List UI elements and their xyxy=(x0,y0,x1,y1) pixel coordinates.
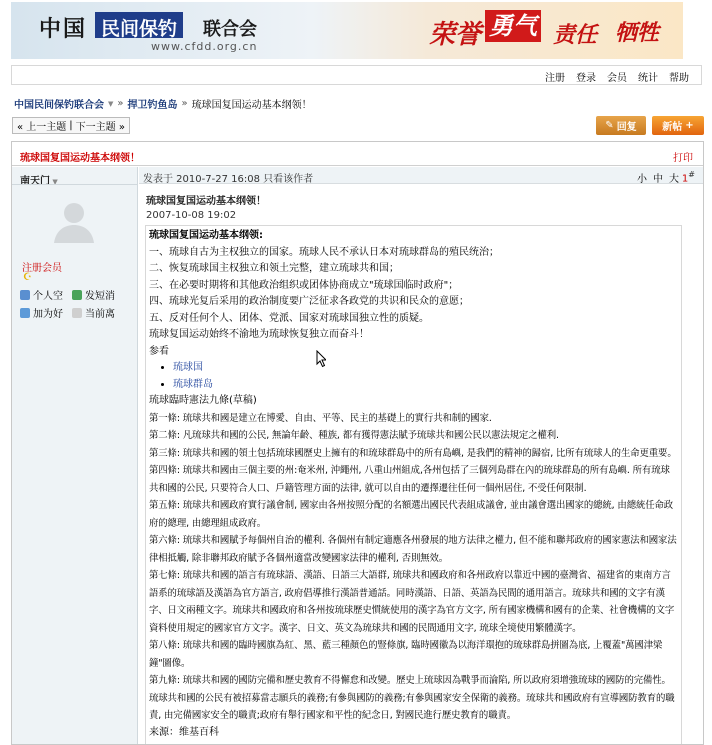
article: 第六條: 琉球共和國賦予每個州自治的權利. 各個州有制定適應各州發展的地方法律之權力, 但不能和聯邦政府的國家憲法和國家法律相抵觸, 除非聯邦政府賦予各個州適當改變國家法律的權利, 否則無效。 xyxy=(149,535,677,564)
top-nav-links xyxy=(545,69,689,84)
breadcrumb-board[interactable]: 捍卫钓鱼岛 xyxy=(127,100,178,111)
font-medium[interactable]: 中 xyxy=(653,174,663,185)
home-icon xyxy=(20,290,30,300)
author-name[interactable]: 南天门 ▼ xyxy=(20,176,58,187)
logo-text-union: 联合会 xyxy=(203,19,257,40)
nav-members[interactable]: 会员 xyxy=(607,73,627,84)
divider xyxy=(12,184,137,185)
font-large[interactable]: 大 xyxy=(669,174,679,185)
logo-text-china: 中国 xyxy=(39,16,88,42)
author-actions xyxy=(20,287,135,320)
plus-icon: + xyxy=(685,120,694,131)
user-offline-icon xyxy=(72,308,82,318)
chevron-down-icon[interactable]: ▼ xyxy=(108,99,114,108)
slogan-honor: 荣誉 xyxy=(429,20,482,50)
source-note: 来源：维基百科 xyxy=(149,726,219,738)
post-subject: 琉球国复国运动基本纲领！ xyxy=(146,196,266,207)
article: 第一條: 琉球共和國是建立在博愛、自由、平等、民主的基礎上的實行共和制的國家. xyxy=(149,412,492,424)
print-link[interactable]: 打印 xyxy=(673,153,693,164)
new-post-label: 新帖 xyxy=(662,122,683,133)
body-heading: 琉球国复国运动基本纲领: xyxy=(149,230,263,241)
mouse-cursor-icon xyxy=(316,350,326,368)
post-title-bar xyxy=(12,142,703,166)
link-ryukyu-islands[interactable]: 琉球群岛 xyxy=(173,378,213,390)
breadcrumb-forum[interactable]: 中国民间保钓联合会 xyxy=(14,100,104,111)
post-body xyxy=(145,225,682,744)
post-time: 发表于 2010-7-27 16:08 只看该作者 xyxy=(143,174,314,185)
see-also-label: 参看 xyxy=(149,345,169,357)
font-small[interactable]: 小 xyxy=(637,174,647,185)
slogan-duty: 责任 xyxy=(553,22,598,48)
article: 第七條: 琉球共和國的語言有琉球語、漢語、日語三大語群, 琉球共和國政府和各州政府以靠近中國的臺灣省、福建省的東南方言語系的琉球語及漢語為官方語言, 政府倡導推行漢語普通話。同時漢語、日語、英語為民間的通用語言。琉球共和國的文字有漢字、日文兩種文字。琉球共和國政府和各州按琉球歷史慣統使用的漢字為官方文字, 所有國家機構和國有的企業、社會機構的文字資料使用規定的國家官方文字。漢字、日文、英文為琉球共和國的民間通用文字, 琉球全境使用繁體漢字。 xyxy=(149,570,675,634)
thread-pager xyxy=(12,117,130,134)
nav-login[interactable]: 登录 xyxy=(576,73,596,84)
avatar[interactable] xyxy=(50,197,98,245)
program-item: 琉球复国运动始终不渝地为琉球恢复独立而奋斗！ xyxy=(149,329,369,340)
status-offline: 当前离 xyxy=(72,305,132,320)
see-also-list xyxy=(149,360,678,393)
floor-number[interactable]: 1# xyxy=(681,170,695,185)
reply-button-label: 回复 xyxy=(616,122,637,133)
link-ryukyu-kingdom[interactable]: 琉球国 xyxy=(173,362,203,373)
next-thread-link[interactable]: 下一主题 » xyxy=(75,122,125,133)
breadcrumb-current: 琉球国复国运动基本纲领！ xyxy=(191,100,312,111)
pager-divider: | xyxy=(69,120,73,131)
prev-thread-link[interactable]: « 上一主题 xyxy=(17,122,67,133)
article: 第三條: 琉球共和國的領土包括琉球國歷史上擁有的和琉球群島中的所有島嶼, 是我們的精神的歸宿, 比所有琉球人的生命更重要。 xyxy=(149,447,677,459)
program-item: 二、恢复琉球国主权独立和领土完整，建立琉球共和国； xyxy=(149,263,399,274)
program-item: 五、反对任何个人、团体、党派、国家对琉球国独立性的质疑。 xyxy=(149,312,429,324)
site-url: www.cfdd.org.cn xyxy=(151,40,258,53)
author-role: 注册会员 xyxy=(22,263,62,274)
thread-title: 琉球国复国运动基本纲领！ xyxy=(20,153,140,164)
logo-text-boxed: 民间保钓 xyxy=(95,12,183,38)
program-item: 一、琉球自古为主权独立的国家。琉球人民不承认日本对琉球群岛的殖民统治； xyxy=(149,246,499,258)
add-friend-icon xyxy=(20,308,30,318)
article: 第四條: 琉球共和國由三個主要的州:奄米州, 沖繩州, 八重山州組成,各州包括了三個列島群在內的琉球群島的所有島嶼. 所有琉球共和國的公民, 只要符合人口、戶籍管理方面的法律, 就可以自由的遷擇遷往任何一個州居住, 不受任何限制. xyxy=(149,465,670,494)
reply-button[interactable] xyxy=(596,116,646,135)
article: 第八條: 琉球共和國的臨時國旗為紅、黑、藍三種顏色的豎條旗, 臨時國徽為以海洋環抱的琉球群島拼圖為底, 上覆蓋"萬國津梁鐘"圖像。 xyxy=(149,640,663,669)
constitution-title: 琉球臨時憲法九條(草稿) xyxy=(149,395,257,406)
add-friend-link[interactable]: 加为好 xyxy=(20,305,72,320)
slogan-sacrifice: 牺牲 xyxy=(615,20,660,46)
slogan-courage: 勇气 xyxy=(485,10,541,42)
new-post-button[interactable] xyxy=(652,116,704,135)
article: 第九條: 琉球共和國的國防完備和歷史教育不得懈怠和改變。歷史上琉球因為戰爭而淪陷, 所以政府須增強琉球的國防的完備性。琉球共和國的公民有被招募當志願兵的義務;有參與國防的義務;有參與國家安全保衛的義務。琉球共和國政府有宣導國防教育的職責, 由完備國家安全的職責;政府有舉行國家和平性的紀念日, 對國民進行歷史教育的職責。 xyxy=(149,675,675,721)
breadcrumb xyxy=(14,96,312,111)
nav-register[interactable]: 注册 xyxy=(545,73,565,84)
list-item xyxy=(173,360,678,377)
top-nav xyxy=(11,65,702,85)
profile-link[interactable]: 个人空 xyxy=(20,287,72,302)
post xyxy=(11,141,704,745)
author-sidebar xyxy=(12,167,138,744)
site-banner[interactable] xyxy=(11,2,683,59)
rank-star-icon: ☪ xyxy=(23,272,32,283)
list-item xyxy=(173,377,678,394)
article: 第五條: 琉球共和國政府實行議會制, 國家由各州按照分配的名額選出國民代表組成議會, 並由議會選出國家的總統, 由總統任命政府的總理, 由總理組成政府。 xyxy=(149,500,674,529)
post-main xyxy=(139,167,703,744)
program-item: 四、琉球光复后采用的政治制度要广泛征求各政党的共识和民众的意愿； xyxy=(149,296,469,307)
nav-help[interactable]: 帮助 xyxy=(669,73,689,84)
message-icon xyxy=(72,290,82,300)
send-message-link[interactable]: 发短消 xyxy=(72,287,132,302)
program-item: 三、在必要时期将和其他政治组织或团体协商成立"琉球国临时政府"； xyxy=(149,279,459,291)
article: 第二條: 凡琉球共和國的公民, 無論年齡、種族, 都有獲得憲法賦予琉球共和國公民以憲法規定之權利. xyxy=(149,430,559,441)
font-size-switcher xyxy=(637,170,679,185)
nav-stats[interactable]: 统计 xyxy=(638,73,658,84)
breadcrumb-separator: » xyxy=(117,98,124,109)
post-date: 2007-10-08 19:02 xyxy=(146,210,237,221)
post-meta xyxy=(139,167,703,184)
reply-icon: ✎ xyxy=(605,120,614,131)
breadcrumb-separator: » xyxy=(181,98,188,109)
